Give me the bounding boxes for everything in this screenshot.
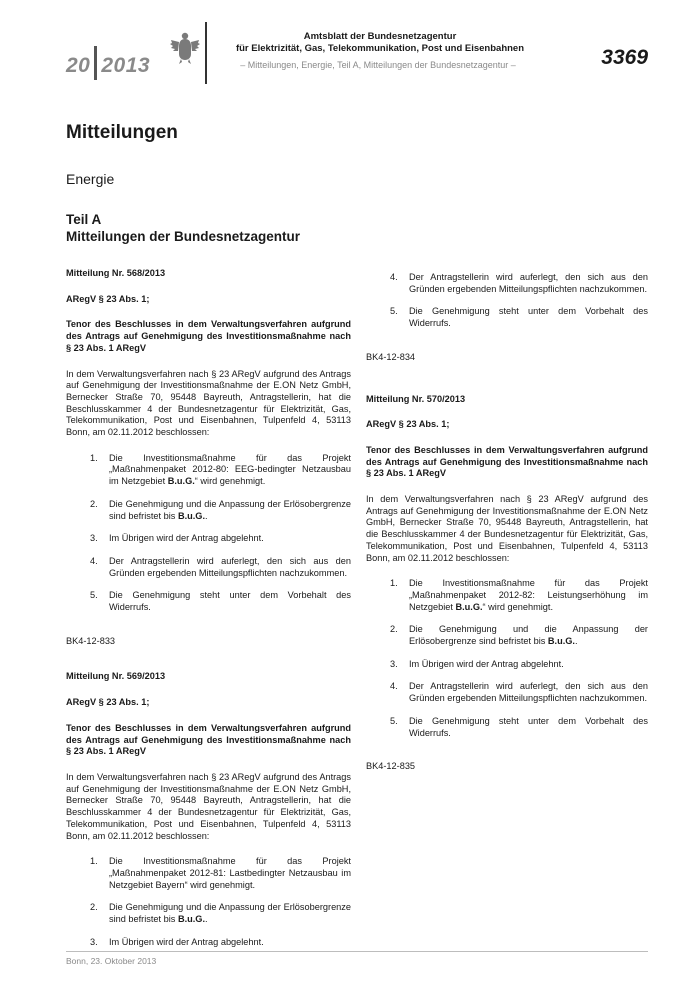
list-item: 5. Die Genehmigung steht unter dem Vorbehalt des Widerrufs. — [390, 306, 648, 329]
footer-date: Bonn, 23. Oktober 2013 — [66, 956, 157, 966]
section-title: Energie — [66, 171, 115, 187]
list-item: 3. Im Übrigen wird der Antrag abgelehnt. — [90, 533, 264, 544]
part-title: Mitteilungen der Bundesnetzagentur — [66, 229, 301, 244]
notice-569-law: ARegV § 23 Abs. 1; — [66, 697, 150, 708]
notice-569-list — [66, 856, 351, 948]
header-divider — [205, 22, 207, 84]
notice-569-reference: BK4-12-834 — [366, 351, 416, 362]
list-item: 5. Die Genehmigung steht unter dem Vorbehalt des Widerrufs. — [390, 715, 648, 738]
notice-570-tenor: Tenor des Beschlusses in dem Verwaltungsverfahren aufgrund des Antrags auf Genehmigung des Investitionsmaßnahme nach § 23 Abs. 1 ARegV — [366, 444, 648, 479]
list-item: 3. Im Übrigen wird der Antrag abgelehnt. — [90, 936, 264, 947]
left-column — [66, 268, 351, 959]
notice-568-reference: BK4-12-833 — [66, 635, 116, 646]
notice-568-intro: In dem Verwaltungsverfahren nach § 23 ARegV aufgrund des Antrags auf Genehmigung der Investitionsmaßnahme der E.ON Netz GmbH, Bernecker Straße 70, 95448 Bayreuth, Antragstellerin, hat die Beschlusskammer 4 der Bundesnetzagentur für Elektrizität, Gas, Telekommunikation, Post und Eisenbahnen, Tulpenfeld 4, 53113 Bonn, am 02.11.2012 beschlossen: — [66, 368, 351, 438]
right-column — [366, 272, 648, 773]
notice-569-heading: Mitteilung Nr. 569/2013 — [66, 671, 166, 682]
notice-570-law: ARegV § 23 Abs. 1; — [366, 419, 450, 430]
list-item: 4. Der Antragstellerin wird auferlegt, den sich aus den Gründen ergebenden Mitteilungspflichten nachzukommen. — [390, 272, 648, 294]
gazette-title-line2: für Elektrizität, Gas, Telekommunikation, Post und Eisenbahnen — [235, 43, 525, 54]
list-item: 2. Die Genehmigung und die Anpassung der Erlösobergrenze sind befristet bis B.u.G.. — [390, 624, 648, 647]
page-number: 3369 — [601, 46, 648, 69]
list-item: 5. Die Genehmigung steht unter dem Vorbehalt des Widerrufs. — [90, 590, 351, 613]
page-title: Mitteilungen — [66, 122, 178, 143]
issue-number — [66, 46, 150, 80]
notice-568-list — [66, 453, 351, 614]
issue-label: 20 — [66, 54, 91, 77]
gazette-subtitle: – Mitteilungen, Energie, Teil A, Mitteilungen der Bundesnetzagentur – — [240, 60, 516, 70]
federal-eagle-icon — [170, 30, 200, 64]
list-item: 3. Im Übrigen wird der Antrag abgelehnt. — [390, 658, 564, 669]
notice-570-heading: Mitteilung Nr. 570/2013 — [366, 393, 466, 404]
notice-570-intro: In dem Verwaltungsverfahren nach § 23 ARegV aufgrund des Antrags auf Genehmigung der Investitionsmaßnahme der E.ON Netz GmbH, Bernecker Straße 70, 95448 Bayreuth, Antragstellerin, hat die Beschlusskammer 4 der Bundesnetzagentur für Elektrizität, Gas, Telekommunikation, Post und Eisenbahnen, Tulpenfeld 4, 53113 Bonn, am 02.11.2012 beschlossen: — [366, 494, 648, 563]
part-heading — [66, 211, 300, 245]
notice-568-law: ARegV § 23 Abs. 1; — [66, 293, 150, 304]
footer-rule — [66, 951, 648, 952]
notice-570-reference: BK4-12-835 — [366, 761, 416, 772]
list-item: 4. Der Antragstellerin wird auferlegt, den sich aus den Gründen ergebenden Mitteilungspflichten nachzukommen. — [390, 681, 648, 704]
part-label: Teil A — [66, 212, 102, 227]
issue-separator — [94, 46, 97, 80]
list-item: 1. Die Investitionsmaßnahme für das Projekt „Maßnahmenpaket 2012-82: Leistungserhöhung im Netzgebiet B.u.G.“ wird genehmigt. — [390, 578, 648, 612]
notice-569-tenor: Tenor des Beschlusses in dem Verwaltungsverfahren aufgrund des Antrags auf Genehmigung des Investitionsmaßnahme nach § 23 Abs. 1 ARegV — [66, 722, 351, 757]
notice-568-heading: Mitteilung Nr. 568/2013 — [66, 268, 166, 278]
notice-568-tenor: Tenor des Beschlusses in dem Verwaltungsverfahren aufgrund des Antrags auf Genehmigung des Investitionsmaßnahme nach § 23 Abs. 1 ARegV — [66, 319, 351, 353]
notice-570-list — [366, 578, 648, 739]
issue-year: 2013 — [101, 54, 151, 77]
list-item: 2. Die Genehmigung und die Anpassung der Erlösobergrenze sind befristet bis B.u.G.. — [90, 498, 351, 521]
list-item: 2. Die Genehmigung und die Anpassung der Erlösobergrenze sind befristet bis B.u.G.. — [90, 902, 351, 925]
gazette-title-line1: Amtsblatt der Bundesnetzagentur — [303, 31, 457, 42]
list-item: 4. Der Antragstellerin wird auferlegt, den sich aus den Gründen ergebenden Mitteilungspflichten nachzukommen. — [90, 555, 351, 578]
list-item: 1. Die Investitionsmaßnahme für das Projekt „Maßnahmenpaket 2012-80: EEG-bedingter Netzausbau im Netzgebiet B.u.G.“ wird genehmigt. — [90, 452, 351, 487]
notice-569-list-continued — [366, 272, 648, 330]
notice-569-intro: In dem Verwaltungsverfahren nach § 23 ARegV aufgrund des Antrags auf Genehmigung der Investitionsmaßnahme der E.ON Netz GmbH, Bernecker Straße 70, 95448 Bayreuth, Antragstellerin, hat die Beschlusskammer 4 der Bundesnetzagentur für Elektrizität, Gas, Telekommunikation, Post und Eisenbahnen, Tulpenfeld 4, 53113 Bonn, am 02.11.2012 beschlossen: — [66, 771, 351, 841]
list-item: 1. Die Investitionsmaßnahme für das Projekt „Maßnahmenpaket 2012-81: Lastbedingter Netzausbau im Netzgebiet Bayern“ wird genehmigt. — [90, 856, 351, 890]
